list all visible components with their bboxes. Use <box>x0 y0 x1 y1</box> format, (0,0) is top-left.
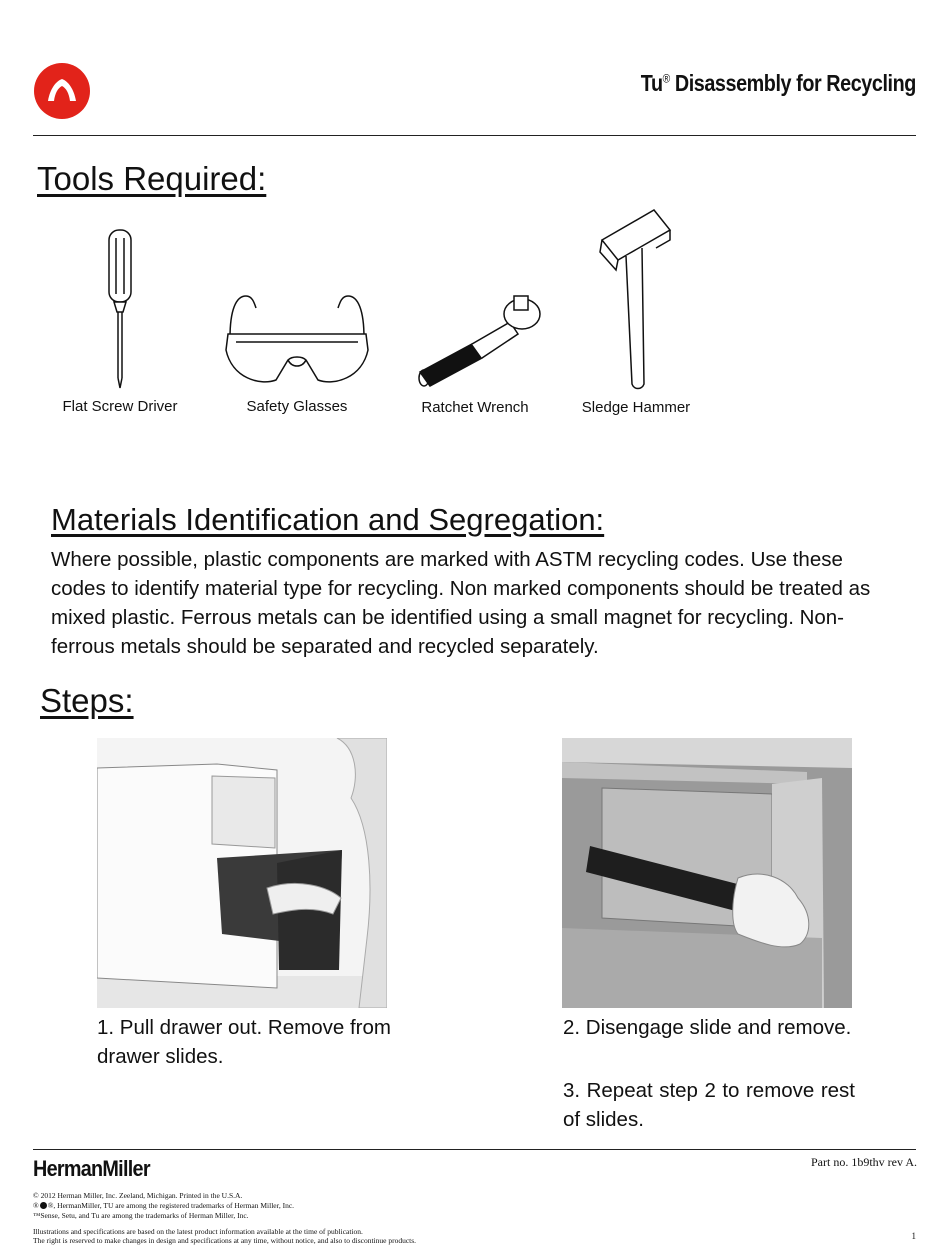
step2-caption: 2. Disengage slide and remove. <box>563 1016 852 1039</box>
legal-illustrations: Illustrations and specifications are based on the latest product information available at the time of publication. <box>33 1227 363 1236</box>
tool-label-wrench: Ratchet Wrench <box>421 399 529 416</box>
header-divider <box>33 135 916 136</box>
footer-divider <box>33 1149 916 1150</box>
step3-caption: 3. Repeat step 2 to remove rest of slides. <box>563 1079 855 1131</box>
tool-label-glasses: Safety Glasses <box>246 398 348 415</box>
page-number: 1 <box>911 1231 916 1241</box>
document-title: Tu® Disassembly for Recycling <box>640 70 916 96</box>
step2-illustration <box>562 738 852 1008</box>
steps-heading: Steps: <box>40 682 134 719</box>
herman-miller-logo <box>34 63 90 119</box>
legal-registered: ® ®, HermanMiller, TU are among the registered trademarks of Herman Miller, Inc. <box>33 1201 295 1210</box>
ratchet-wrench-icon <box>410 290 545 395</box>
legal-rights: The right is reserved to make changes in design and specifications at any time, without notice, and also to discontinue products. <box>33 1236 417 1245</box>
materials-body: Where possible, plastic components are marked with ASTM recycling codes. Use these codes to identify material type for recycling. Non marked components should be treated as mixed plastic. Ferrous metals can be identified using a small magnet for recycling. Non-ferrous metals should be separated and recycled separately. <box>51 548 871 658</box>
sledge-hammer-icon <box>596 204 676 399</box>
tools-heading: Tools Required: <box>37 160 267 197</box>
legal-trademark: ™Sense, Setu, and Tu are among the trademarks of Herman Miller, Inc. <box>33 1211 249 1220</box>
step1-caption: 1. Pull drawer out. Remove from drawer slides. <box>97 1016 391 1068</box>
materials-heading: Materials Identification and Segregation: <box>51 502 605 537</box>
part-number: Part no. 1b9thv rev A. <box>811 1155 917 1169</box>
footer-brand: HermanMiller <box>33 1156 150 1181</box>
screwdriver-icon <box>100 228 140 395</box>
tool-label-screwdriver: Flat Screw Driver <box>62 398 178 415</box>
safety-glasses-icon <box>222 290 372 395</box>
step1-illustration <box>97 738 387 1008</box>
tool-label-hammer: Sledge Hammer <box>581 399 691 416</box>
hm-mark-icon <box>40 1202 47 1209</box>
legal-copyright: © 2012 Herman Miller, Inc. Zeeland, Michigan. Printed in the U.S.A. <box>33 1191 243 1200</box>
